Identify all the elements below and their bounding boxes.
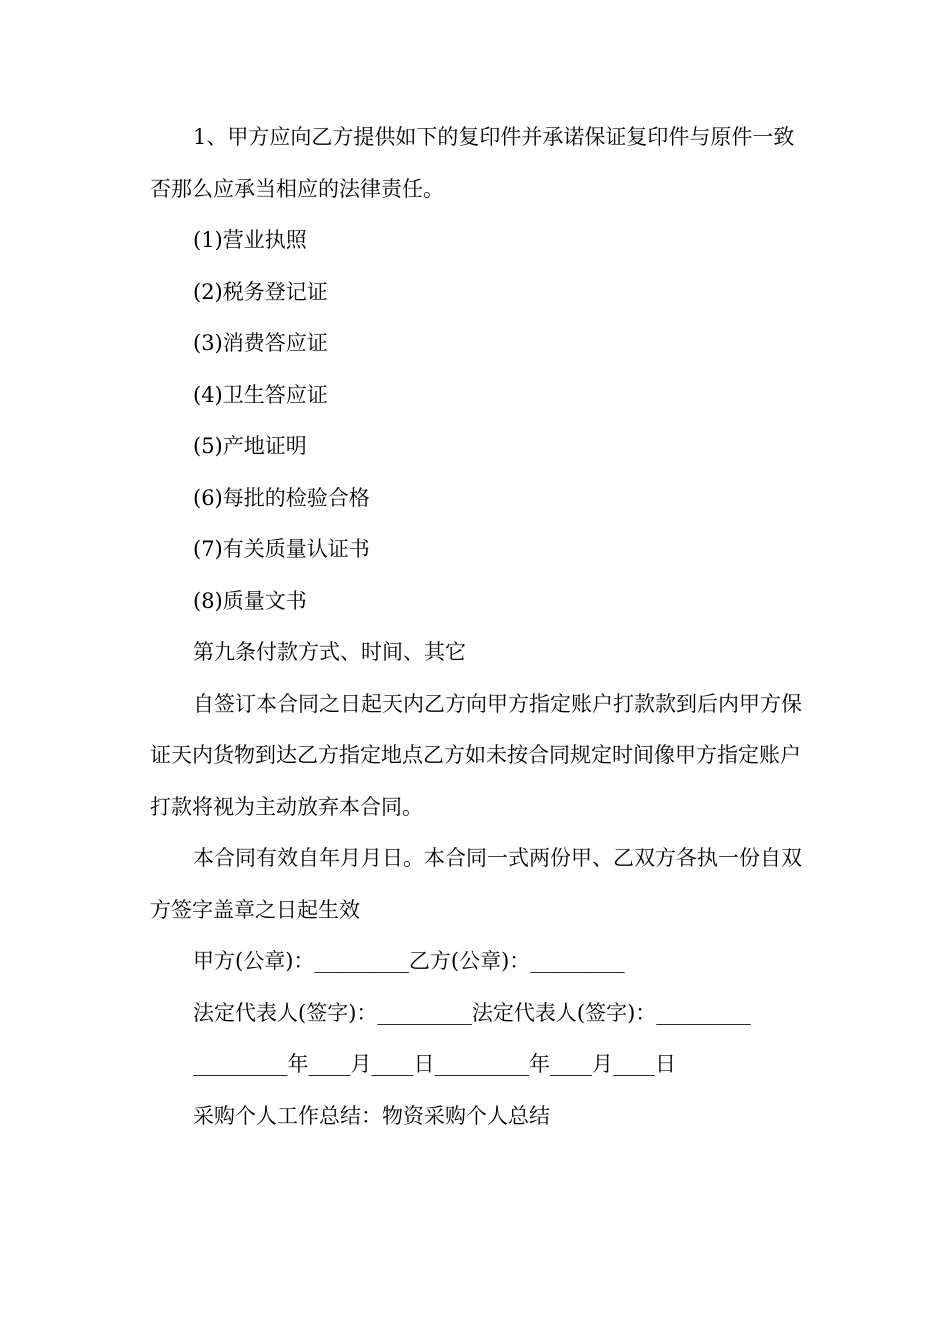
document-body bbox=[150, 112, 802, 1142]
payment-terms-paragraph: 自签订本合同之日起天内乙方向甲方指定账户打款款到后内甲方保证天内货物到达乙方指定地点乙方如未按合同规定时间像甲方指定账户打款将视为主动放弃本合同。 bbox=[150, 691, 802, 819]
list-item-quality-document: (8)质量文书 bbox=[193, 588, 307, 613]
list-item-origin-certificate: (5)产地证明 bbox=[193, 434, 307, 458]
signature-date-line: _________年____月____日_________年____月____日 bbox=[193, 1052, 676, 1076]
article-9-heading: 第九条付款方式、时间、其它 bbox=[193, 640, 466, 664]
summary-title-line: 采购个人工作总结：物资采购个人总结 bbox=[193, 1103, 550, 1128]
list-item-consumption-permit: (3)消费答应证 bbox=[193, 331, 328, 355]
list-item-tax-registration: (2)税务登记证 bbox=[193, 279, 328, 304]
list-item-business-license: (1)营业执照 bbox=[193, 228, 307, 252]
list-item-quality-certification: (7)有关质量认证书 bbox=[193, 537, 370, 561]
signature-seal-line: 甲方(公章)：_________乙方(公章)：_________ bbox=[193, 949, 625, 973]
list-item-health-permit: (4)卫生答应证 bbox=[193, 382, 328, 407]
list-item-batch-inspection: (6)每批的检验合格 bbox=[193, 485, 370, 510]
clause-1-paragraph: 1、甲方应向乙方提供如下的复印件并承诺保证复印件与原件一致否那么应承当相应的法律责任。 bbox=[150, 125, 795, 201]
signature-representative-line: 法定代表人(签字)：_________法定代表人(签字)：_________ bbox=[193, 1000, 751, 1025]
validity-paragraph: 本合同有效自年月月日。本合同一式两份甲、乙双方各执一份自双方签字盖章之日起生效 bbox=[150, 846, 802, 922]
